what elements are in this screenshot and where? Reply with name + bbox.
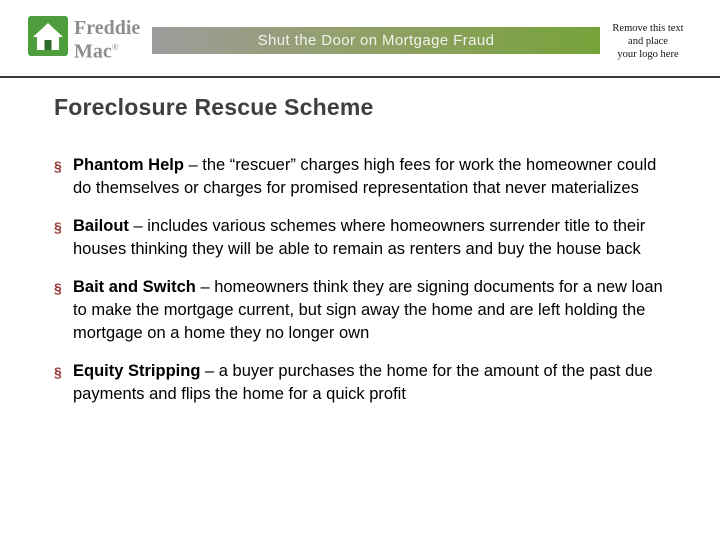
bullet-lead: Equity Stripping (73, 362, 201, 380)
logo-placeholder-text (598, 22, 698, 61)
header-banner (152, 27, 600, 54)
wordmark-line1: Freddie (74, 17, 141, 39)
bullet-marker-icon: § (54, 364, 62, 380)
banner-title: Shut the Door on Mortgage Fraud (257, 32, 495, 49)
registered-trademark-symbol: ® (111, 42, 119, 52)
placeholder-line: your logo here (617, 49, 679, 60)
bullet-list (54, 154, 666, 421)
bullet-lead: Bailout (73, 217, 129, 235)
bullet-marker-icon: § (54, 158, 62, 174)
bullet-text: – homeowners think they are signing documents for a new loan to make the mortgage current, but sign away the home and are left holding the mortgage on a home they no longer own (73, 278, 663, 342)
placeholder-line: Remove this text (612, 23, 684, 34)
placeholder-line: and place (628, 36, 668, 47)
bullet-item-bait-and-switch (54, 276, 666, 345)
bullet-text: – a buyer purchases the home for the amount of the past due payments and flips the home for a quick profit (73, 362, 653, 403)
bullet-text: – includes various schemes where homeowners surrender title to their houses thinking they will be able to remain as renters and buy the house back (73, 217, 646, 258)
bullet-lead: Bait and Switch (73, 278, 196, 296)
freddie-mac-wordmark (74, 16, 140, 62)
bullet-marker-icon: § (54, 219, 62, 235)
freddie-mac-logo (28, 16, 140, 62)
bullet-item-equity-stripping (54, 360, 666, 406)
bullet-text: – the “rescuer” charges high fees for work the homeowner could do themselves or charges for promised representation that never materializes (73, 156, 657, 197)
header-divider (0, 76, 720, 78)
bullet-item-bailout (54, 215, 666, 261)
bullet-item-phantom-help (54, 154, 666, 200)
wordmark-line2: Mac (74, 40, 112, 63)
bullet-lead: Phantom Help (73, 156, 184, 174)
bullet-marker-icon: § (54, 280, 62, 296)
page-title: Foreclosure Rescue Scheme (54, 94, 374, 120)
freddie-mac-house-icon (28, 16, 68, 56)
